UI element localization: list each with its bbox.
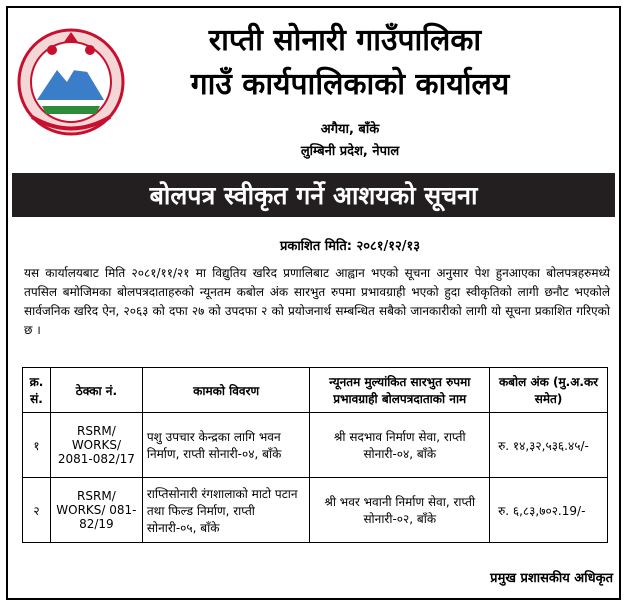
address-line-1: अगैया, बाँके: [320, 122, 380, 137]
cell-description: पशु उपचार केन्द्रका लागि भवन निर्माण, राप्ती सोनारी-०४, बाँके: [142, 413, 310, 478]
cell-contract: RSRM/ WORKS/ 2081-082/17: [50, 413, 142, 478]
published-date: प्रकाशित मिति: २०८१/१२/१३: [279, 239, 421, 254]
cell-bidder: श्री सदभाव निर्माण सेवा, राप्ती सोनारी-०४, बाँके: [310, 413, 490, 478]
notice-body: यस कार्यालयबाट मिति २०८१/११/२१ मा विद्युतिय खरिद प्रणालिबाट आह्वान भएको सूचना अनुसार पेश हुनआएका बोलपत्रहरुमध्ये तपसिल बमोजिमका बोलपत्रदाताहरुको न्यूनतम कबोल अंक सारभुत रुपमा प्रभावग्राही भएको हुदा स्वीकृतिको लागी छनौट भएकोले सार्वजनिक खरिद ऐन, २०६३ को दफा २७ को उपदफा २ को प्रयोजनार्थ सम्बन्धित सबैको जानकारीको लागी यो सूचना प्रकाशित गरिएको छ ।: [24, 266, 610, 337]
nepal-emblem-icon: [12, 22, 130, 140]
office-name: गाउँ कार्यपालिकाको कार्यालय: [190, 67, 510, 102]
cell-description: राप्तिसोनारी रंगशालाको माटो पटान तथा फिल्ड निर्माण, राप्ती सोनारी-०५, बाँके: [142, 478, 310, 543]
address-line-2: लुम्बिनी प्रदेश, नेपाल: [300, 144, 400, 159]
header-contract: ठेक्का नं.: [50, 368, 142, 413]
header-bidder: न्यूनतम मुल्यांकित सारभुत रुपमा प्रभावग्राही बोलपत्रदाताको नाम: [310, 368, 490, 413]
cell-contract: RSRM/ WORKS/ 081- 82/19: [50, 478, 142, 543]
table-header-row: [23, 368, 608, 413]
cell-bidder: श्री भवर भवानी निर्माण सेवा, राप्ती सोनारी-०२, बाँके: [310, 478, 490, 543]
signatory-title: प्रमुख प्रशासकीय अधिकृत: [490, 571, 613, 586]
municipality-name: राप्ती सोनारी गाउँपालिका: [208, 23, 482, 58]
header-description: कामको विवरण: [142, 368, 310, 413]
cell-amount: रु. १४,३२,५३६.४५/-: [490, 413, 608, 478]
header-sn: क्र. सं.: [23, 368, 51, 413]
cell-sn: २: [23, 478, 51, 543]
table-row: [23, 413, 608, 478]
cell-amount: रु. ६,८३,७०२.19/-: [490, 478, 608, 543]
notice-title-banner: [12, 173, 615, 217]
cell-sn: १: [23, 413, 51, 478]
header-amount: कबोल अंक (मु.अ.कर समेत): [490, 368, 608, 413]
table-row: [23, 478, 608, 543]
bid-table: [22, 367, 608, 543]
notice-title: बोलपत्र स्वीकृत गर्ने आशयको सूचना: [149, 181, 478, 210]
